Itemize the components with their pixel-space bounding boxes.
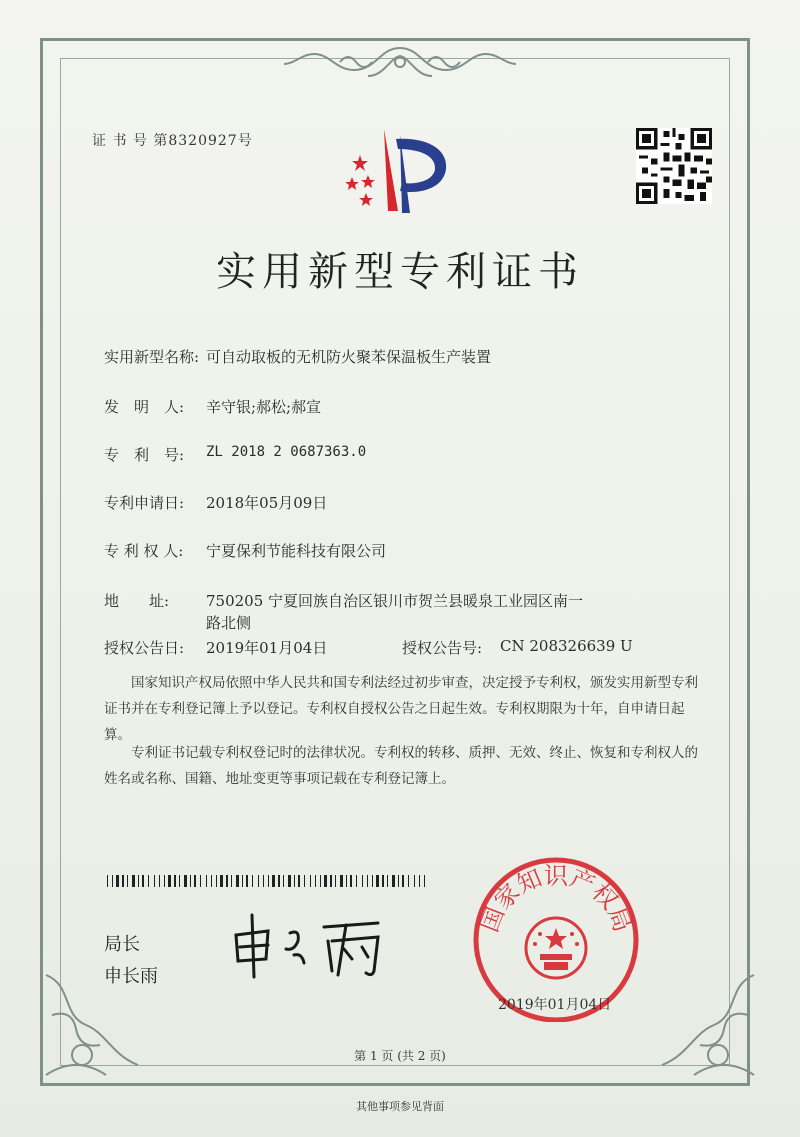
bottom-right-ornament (658, 955, 758, 1085)
seal-text: 国家知识产权局 (475, 862, 637, 936)
filing-date-value: 2018年05月09日 (206, 494, 328, 512)
cnipa-logo-icon (338, 125, 464, 221)
director-signature (228, 905, 408, 985)
certificate-title: 实用新型专利证书 (216, 249, 584, 295)
grant-date-value: 2019年01月04日 (206, 639, 328, 657)
grant-number-label: 授权公告号: (402, 639, 483, 657)
qr-code-icon (636, 128, 712, 204)
grant-number-value: CN 208326639 U (500, 637, 633, 655)
statement-paragraph-1: 国家知识产权局依照中华人民共和国专利法经过初步审查，决定授予专利权，颁发实用新型专利证书并在专利登记簿上予以登记。专利权自授权公告之日起生效。专利权期限为十年，自申请日起算。 (104, 675, 698, 743)
name-value: 可自动取板的无机防火聚苯保温板生产装置 (206, 348, 492, 366)
certificate-number: 证 书 号 第8320927号 (92, 133, 253, 149)
filing-date-label: 专利申请日: (104, 494, 185, 512)
page-indicator: 第 1 页 (共 2 页) (354, 1049, 446, 1063)
name-label: 实用新型名称: (104, 348, 200, 366)
address-value-line1: 750205 宁夏回族自治区银川市贺兰县暖泉工业园区南一 (206, 592, 584, 610)
address-label: 地 址: (104, 592, 170, 610)
patent-number-label: 专 利 号: (104, 446, 185, 464)
address-value-line2: 路北侧 (206, 614, 252, 632)
footer-note: 其他事项参见背面 (356, 1100, 444, 1113)
grant-date-label: 授权公告日: (104, 639, 185, 657)
national-emblem-icon (526, 918, 586, 978)
inventor-label: 发 明 人: (104, 398, 185, 416)
patent-number-value: ZL 2018 2 0687363.0 (206, 444, 367, 460)
director-name: 申长雨 (104, 966, 158, 987)
inventor-value: 辛守银;郝松;郝宣 (206, 398, 322, 416)
director-title: 局长 (104, 934, 140, 955)
statement-paragraph-2: 专利证书记载专利权登记时的法律状况。专利权的转移、质押、无效、终止、恢复和专利权人的姓名或名称、国籍、地址变更等事项记载在专利登记簿上。 (104, 745, 698, 787)
seal-date: 2019年01月04日 (498, 997, 612, 1013)
patentee-label: 专 利 权 人: (104, 542, 184, 560)
patentee-value: 宁夏保利节能科技有限公司 (206, 542, 387, 560)
top-ornament (280, 40, 520, 84)
barcode-icon (107, 875, 431, 887)
svg-text:国家知识产权局 (475, 862, 637, 936)
